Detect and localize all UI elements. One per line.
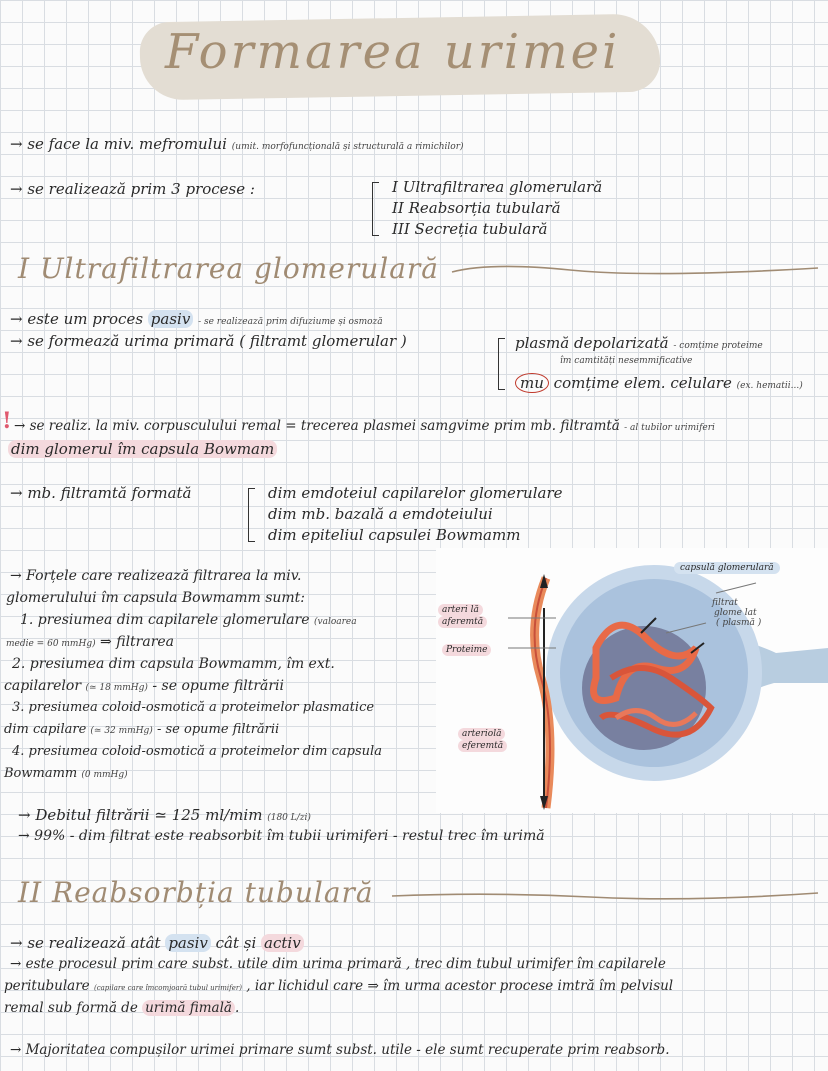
mb-label: → mb. filtramtă formată xyxy=(10,484,192,502)
process-item-1: I Ultrafiltrarea glomerulară xyxy=(392,178,603,196)
urina-item-2-note: (ex. hematii...) xyxy=(736,381,803,391)
debit-line xyxy=(18,806,311,824)
urina-item-1-note: - comțime proteime xyxy=(673,341,763,351)
urina-item-1 xyxy=(515,334,763,352)
force-1b xyxy=(6,634,174,650)
section-2-heading-line xyxy=(390,888,820,904)
s2-line-2: → este procesul prim care subst. utile dim urima primară , trec dim tubul urimifer îm capilarele xyxy=(10,956,666,972)
s2-line-4 xyxy=(4,1000,239,1016)
s1-pasiv-highlight: pasiv xyxy=(148,310,194,328)
force-2b-note: (≃ 18 mmHg) xyxy=(85,683,148,693)
mb-brace xyxy=(248,488,255,542)
force-4b-text: Bowmamm xyxy=(4,766,78,781)
process-item-2: II Reabsorția tubulară xyxy=(392,199,561,217)
s2-line-3 xyxy=(4,978,673,994)
section-1-heading: I Ultrafiltrarea glomerulară xyxy=(18,252,439,285)
urina-item-1-note-2: îm camtități nesemmificative xyxy=(560,356,693,366)
force-3b-note: (≃ 32 mmHg) xyxy=(90,726,153,736)
force-1a-text: 1. presiumea dim capilarele glomerulare xyxy=(20,612,310,628)
force-3b xyxy=(4,722,279,737)
s2-line-4-text: remal sub formă de xyxy=(4,1000,138,1016)
s2-pasiv-highlight: pasiv xyxy=(165,934,211,952)
force-4b xyxy=(4,766,128,781)
s1-line-3-note: - al tubilor urimiferi xyxy=(624,423,715,433)
mu-circle: mu xyxy=(515,373,549,393)
exclamation-icon: ! xyxy=(2,408,12,434)
label-filtrat-2: glome lat xyxy=(714,608,757,618)
force-2b-text: capilarelor xyxy=(4,678,82,694)
mb-item-1: dim emdoteiul capilarelor glomerulare xyxy=(268,484,563,502)
s2-line-3-text: peritubulare xyxy=(4,978,90,994)
percent-line: → 99% - dim filtrat este reabsorbit îm tubii urimiferi - restul trec îm urimă xyxy=(18,828,545,844)
label-filtrat-3: ( plasmă ) xyxy=(716,618,762,628)
force-4b-note: (0 mmHg) xyxy=(81,770,128,780)
label-filtrat-1: filtrat xyxy=(712,598,738,608)
forte-title-1: → Forțele care realizează filtrarea la miv. xyxy=(10,568,302,584)
force-3a: 3. presiumea coloid-osmotică a proteimelor plasmatice xyxy=(12,700,375,715)
force-2b-text-2: - se opume filtrării xyxy=(152,678,285,694)
glomerulus-diagram xyxy=(436,548,828,813)
intro-line-1 xyxy=(10,135,464,153)
s2-line-3-text-2: , iar lichidul care ⇒ îm urma acestor procese imtră îm pelvisul xyxy=(246,978,674,994)
label-capsula: capsulă glomerulară xyxy=(674,562,780,574)
s2-line-3-note: (capilare care îmcomjoară tubul urimifer) xyxy=(93,984,242,992)
s1-line-1-note: - se realizează prim difuziume și osmoză xyxy=(198,317,383,327)
intro-line-2: → se realizează prim 3 procese : xyxy=(10,180,255,198)
force-1a-note: (valoarea xyxy=(313,617,357,627)
label-arteriola-aferenta-2: aferemtă xyxy=(438,616,487,628)
process-brace xyxy=(372,182,379,236)
section-2-heading: II Reabsorbția tubulară xyxy=(18,876,374,909)
s2-line-1-text: → se realizează atât xyxy=(10,934,161,952)
s1-line-1-text: → este um proces xyxy=(10,310,144,328)
process-item-3: III Secreția tubulară xyxy=(392,220,548,238)
urina-item-2-text: comțime elem. celulare xyxy=(553,374,732,392)
force-1b-text: ⇒ filtrarea xyxy=(100,634,175,650)
force-1a xyxy=(20,612,357,628)
section-1-heading-line xyxy=(450,262,820,278)
s1-line-3b-text: dim glomerul îm capsula Bowmam xyxy=(8,440,277,458)
label-arteriola-aferenta-1: arteri lă xyxy=(438,604,483,616)
s1-line-2: → se formează urima primară ( filtramt glomerular ) xyxy=(10,332,407,350)
debit-text: → Debitul filtrării ≃ 125 ml/mim xyxy=(18,806,263,824)
force-2b xyxy=(4,678,284,694)
force-4a: 4. presiumea coloid-osmotică a proteimelor dim capsula xyxy=(12,744,382,759)
s1-line-3b xyxy=(8,440,277,458)
s2-activ-highlight: activ xyxy=(261,934,304,952)
forte-title-2: glomerulului îm capsula Bowmamm sumt: xyxy=(6,590,306,606)
force-1b-note: medie = 60 mmHg) xyxy=(6,639,96,649)
intro-line-1-text: → se face la miv. mefromului xyxy=(10,135,227,153)
urina-item-1-text: plasmă depolarizată xyxy=(515,334,669,352)
s2-line-5: → Majoritatea compușilor urimei primare sumt subst. utile - ele sumt recuperate prim reabsorb. xyxy=(10,1042,670,1058)
s2-line-4-end: . xyxy=(234,1000,240,1016)
mb-item-2: dim mb. bazală a emdoteiului xyxy=(268,505,493,523)
force-2a: 2. presiumea dim capsula Bowmamm, îm ext. xyxy=(12,656,335,672)
page-title: Formarea urimei xyxy=(165,24,621,80)
s2-urina-finala-highlight: urimă fimală xyxy=(142,1000,235,1016)
label-eferenta-1: arteriolă xyxy=(458,728,505,740)
s2-line-1 xyxy=(10,934,304,952)
urina-item-2 xyxy=(515,374,803,392)
label-proteime: Proteime xyxy=(442,644,491,656)
s1-line-1 xyxy=(10,310,383,328)
label-eferenta-2: eferemtă xyxy=(458,740,507,752)
urina-brace xyxy=(498,338,505,390)
force-3b-text: dim capilare xyxy=(4,722,87,737)
debit-note: (180 L/zi) xyxy=(267,813,311,823)
s1-line-3-text: → se realiz. la miv. corpusculului remal = trecerea plasmei samgvime prim mb. filtramtă xyxy=(14,418,620,434)
s2-line-1-text-2: cât și xyxy=(215,934,257,952)
glomerulus-illustration xyxy=(436,548,828,813)
force-3b-text-2: - se opume filtrării xyxy=(156,722,280,737)
mb-item-3: dim epiteliul capsulei Bowmamm xyxy=(268,526,521,544)
intro-line-1-note: (umit. morfofuncțională și structurală a rimichilor) xyxy=(231,142,464,152)
s1-line-3 xyxy=(14,418,715,434)
